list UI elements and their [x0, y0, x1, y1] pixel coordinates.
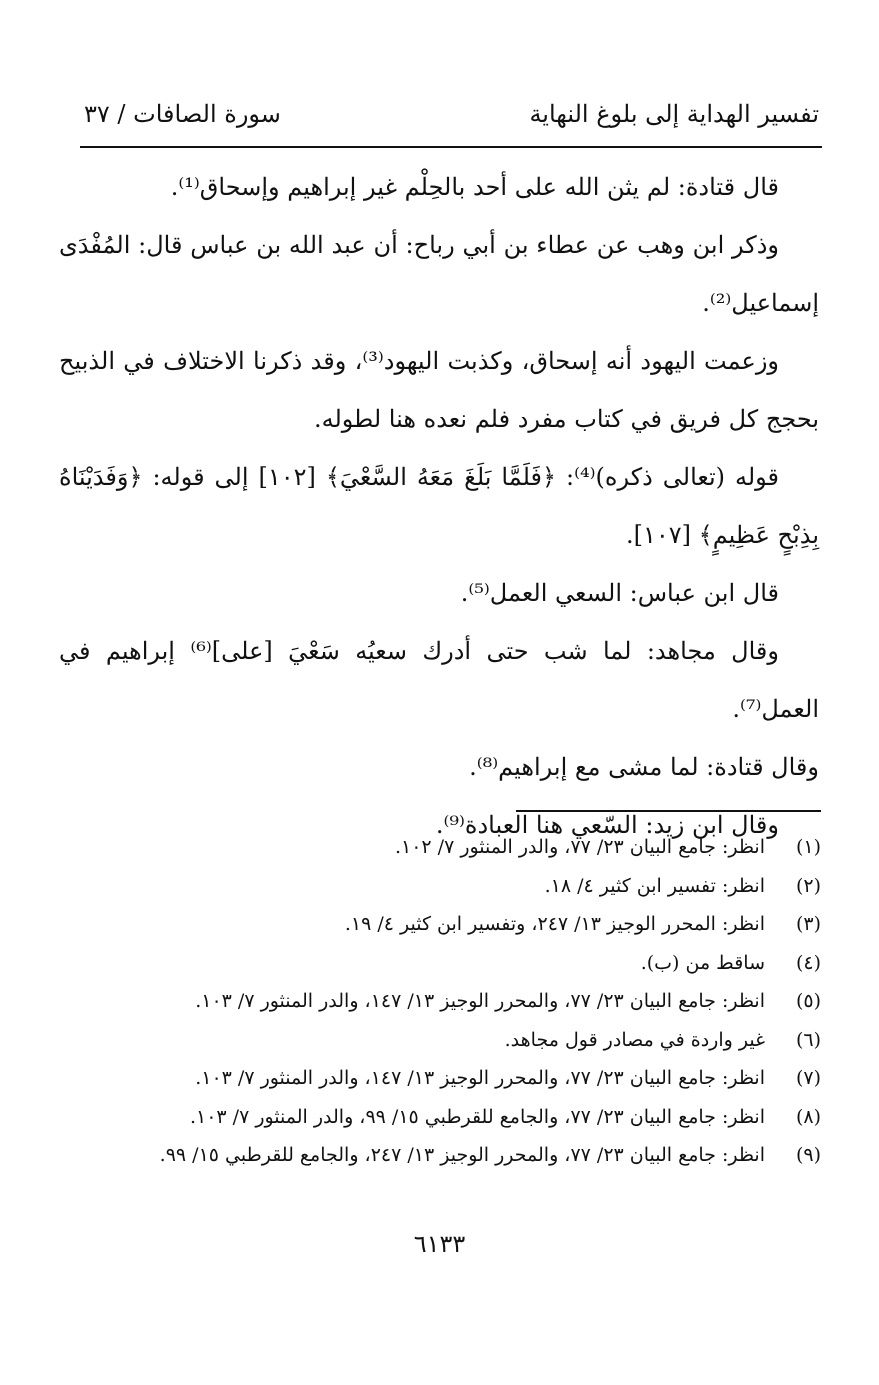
footnotes: [61, 828, 821, 1175]
footnote-text: انظر: جامع البيان ٢٣/ ٧٧، والمحرر الوجيز ١٣/ ٢٤٧، والجامع للقرطبي ١٥/ ٩٩.: [159, 1144, 765, 1166]
paragraph-qatada-hilm: قال قتادة: لم يثن الله على أحد بالحِلْم غير إبراهيم وإسحاق⁽¹⁾.: [170, 173, 779, 201]
footnote: [61, 1059, 821, 1098]
footnote-number: (٥): [795, 990, 821, 1012]
page-number: ٦١٣٣: [413, 1230, 466, 1258]
footnote-number: (٨): [795, 1105, 821, 1128]
footnote: [61, 1136, 821, 1175]
running-header-surah: سورة الصافات / ٣٧: [84, 100, 281, 128]
footnote-number: (٧): [795, 1067, 821, 1089]
footnote-number: (٤): [795, 951, 821, 974]
paragraph-quran-verse: قوله (تعالى ذكره)⁽⁴⁾: ﴿فَلَمَّا بَلَغَ مَعَهُ السَّعْيَ﴾ [١٠٢] إلى قوله: ﴿وَفَدَيْنَاهُ بِذِبْحٍ عَظِيمٍ﴾ [١٠٧].: [59, 463, 819, 549]
footnote-text: انظر: تفسير ابن كثير ٤/ ١٨.: [544, 874, 765, 897]
paragraph-ibn-abbas: قال ابن عباس: السعي العمل⁽⁵⁾.: [460, 579, 779, 607]
main-text: [59, 158, 819, 854]
footnote-text: ساقط من (ب).: [640, 951, 765, 974]
header-rule: [80, 146, 822, 148]
footnote: [61, 982, 821, 1021]
footnote: [61, 905, 821, 944]
footnote-text: انظر: جامع البيان ٢٣/ ٧٧، والجامع للقرطبي ١٥/ ٩٩، والدر المنثور ٧/ ١٠٣.: [189, 1105, 765, 1128]
paragraph-jews-claim: وزعمت اليهود أنه إسحاق، وكذبت اليهود⁽³⁾، وقد ذكرنا الاختلاف في الذبيح بحجج كل فريق في كتاب مفرد فلم نعده هنا لطوله.: [59, 347, 819, 433]
footnote: [61, 1098, 821, 1137]
footnote: [61, 867, 821, 906]
footnote-text: غير واردة في مصادر قول مجاهد.: [504, 1028, 765, 1051]
footnote-text: انظر: جامع البيان ٢٣/ ٧٧، والمحرر الوجيز ١٣/ ١٤٧، والدر المنثور ٧/ ١٠٣.: [195, 990, 765, 1012]
paragraph-mujahid: وقال مجاهد: لما شب حتى أدرك سعيُه سَعْيَ [على]⁽⁶⁾ إبراهيم في العمل⁽⁷⁾.: [59, 637, 819, 723]
footnote-number: (٢): [795, 874, 821, 897]
footnote-number: (٣): [795, 913, 821, 935]
footnote: [61, 828, 821, 867]
footnote-text: انظر: المحرر الوجيز ١٣/ ٢٤٧، وتفسير ابن كثير ٤/ ١٩.: [344, 913, 765, 935]
footnote-separator: [516, 810, 821, 812]
footnote-number: (١): [795, 836, 821, 858]
footnote-number: (٩): [795, 1144, 821, 1166]
footnote: [61, 944, 821, 983]
paragraph-ibn-wahb: وذكر ابن وهب عن عطاء بن أبي رباح: أن عبد الله بن عباس قال: المُفْدَى إسماعيل⁽²⁾.: [59, 231, 819, 317]
footnote-text: انظر: جامع البيان ٢٣/ ٧٧، والمحرر الوجيز ١٣/ ١٤٧، والدر المنثور ٧/ ١٠٣.: [195, 1067, 765, 1089]
footnote-number: (٦): [795, 1028, 821, 1051]
paragraph-qatada-walk: وقال قتادة: لما مشى مع إبراهيم⁽⁸⁾.: [469, 753, 819, 781]
running-header-book-title: تفسير الهداية إلى بلوغ النهاية: [529, 100, 819, 128]
footnote-text: انظر: جامع البيان ٢٣/ ٧٧، والدر المنثور ٧/ ١٠٢.: [394, 836, 765, 858]
footnote: [61, 1021, 821, 1060]
paragraph-ibn-zayd: وقال ابن زيد: السّعي هنا العبادة⁽⁹⁾.: [435, 811, 779, 839]
